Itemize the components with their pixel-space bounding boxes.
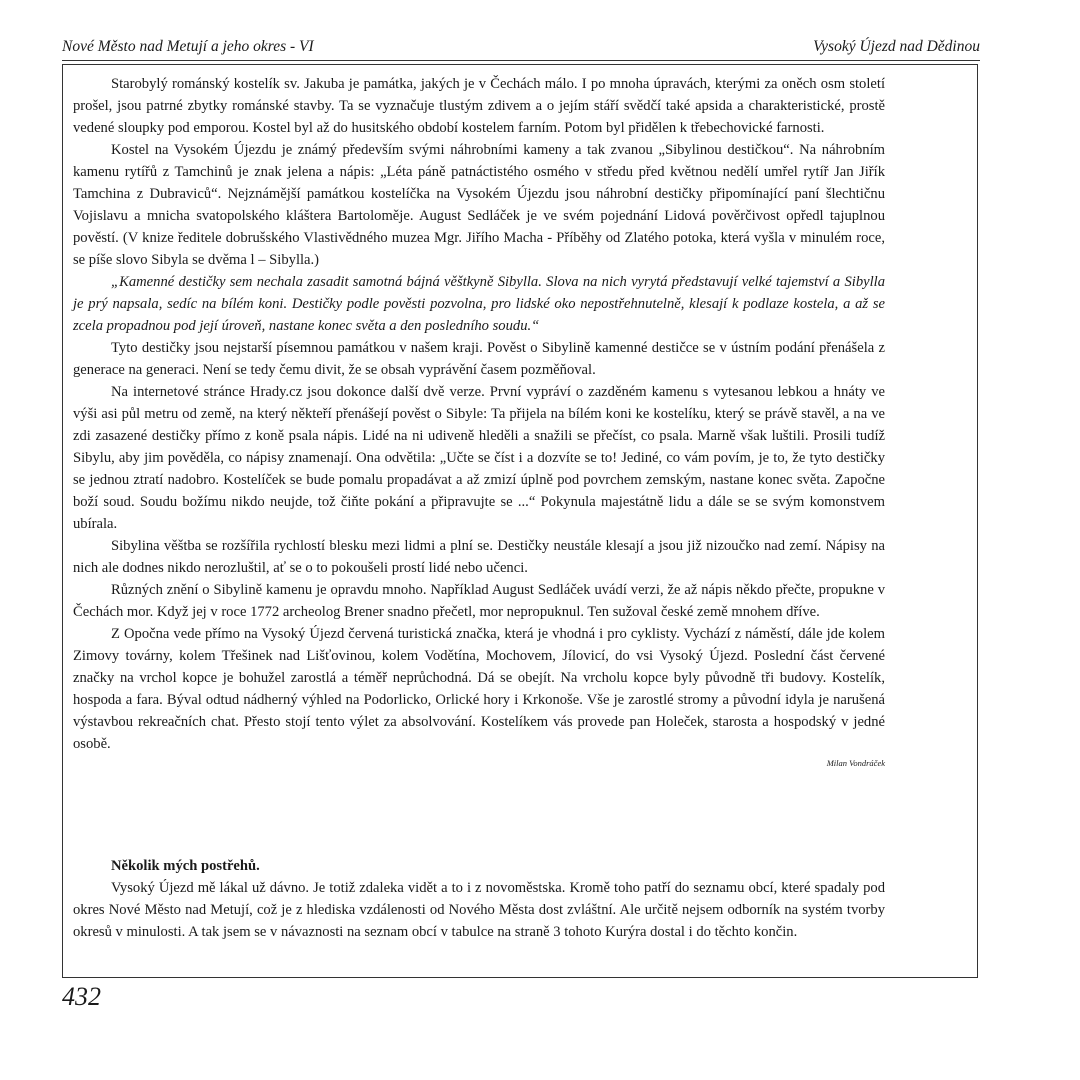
page-number: 432 <box>62 982 101 1011</box>
article-body <box>73 73 885 769</box>
paragraph-prophecy: Sibylina věštba se rozšířila rychlostí blesku mezi lidmi a plní se. Destičky neustále klesají a jsou již nizoučko nad zemí. Nápisy na nich ale dodnes nikdo nerozluštil, ať se o to pokoušeli prostí lidé nebo učenci. <box>73 538 885 576</box>
paragraph-internet-versions: Na internetové stránce Hrady.cz jsou dokonce další dvě verze. První vypráví o zazděném kamenu s vytesanou lebkou a hnáty ve výši asi půl metru od země, na který někteří přenášejí pověst o Sibyle: Ta přijela na bílém koni ke kostelíku, který se právě stavěl, a na ve zdi zasazené destičky přímo z koně psala nápis. Lidé na ni udiveně hleděli a snažili se přečíst, co psala. Marně však luštili. Prosili tudíž Sibylu, aby jim pověděla, co nápisy znamenají. Ona odvětila: „Učte se číst i a dozvíte se to! Jediné, co vám povím, je to, že tyto destičky se jednou ztratí nadobro. Kostelíček se bude pomalu propadávat a až zmizí úplně pod povrchem zemským, nastane konec světa. Započne boží soud. Soudu božímu nikdo neujde, tož čiňte pokání a připravujte se ...“ Pokynula majestátně lidu a dále se se svým komonstvem ubírala. <box>73 384 885 532</box>
article-frame <box>62 64 978 978</box>
paragraph-legend-quote: „Kamenné destičky sem nechala zasadit samotná bájná věštkyně Sibylla. Slova na nich vyrytá představují velké tajemství a Sibylla je prý napsala, sedíc na bílém koni. Destičky podle pověsti pozvolna, pro lidské oko nepostřehnutelně, klesají k podlaze kostela, a až se zcela propadnou pod její úroveň, nastane konec světa a den posledního soudu.“ <box>73 274 885 334</box>
header-rule <box>62 60 980 61</box>
paragraph-church-history: Starobylý románský kostelík sv. Jakuba je památka, jakých je v Čechách málo. I po mnoha úpravách, kterými za oněch osm století prošel, jsou patrné zbytky románské stavby. Ta se vyznačuje tlustým zdivem a o jejím stáří svědčí také apsida a charakteristické, prostě vedené sloupky pod emporou. Kostel byl až do husitského období kostelem farním. Potom byl přidělen k třebechovické farnosti. <box>73 76 885 136</box>
notes-heading: Několik mých postřehů. <box>111 858 260 874</box>
paragraph-tombstones: Kostel na Vysokém Újezdu je známý především svými náhrobními kameny a tak zvanou „Sibylinou destičkou“. Na náhrobním kamenu rytířů z Tamchinů je znak jelena a nápis: „Léta páně patnáctistého osmého v středu před květnou nedělí umřel rytíř Jan Jiřík Tamchina z Dubraviců“. Nejznámější památkou kostelíčka na Vysokém Újezdu jsou náhrobní destičky připomínající paní šlechtičnu Vojislavu a mnicha svatopolského kláštera Bartoloměje. August Sedláček je ve svém pojednání Lidová pověrčivost opředl tajuplnou pověstí. (V knize ředitele dobrušského Vlastivědného muzea Mgr. Jiřího Macha - Příběhy od Zlatého potoka, která vyšla v minulém roce, se píše slovo Sibyla se dvěma l – Sibylla.) <box>73 142 885 268</box>
running-header-left: Nové Město nad Metují a jeho okres - VI <box>62 38 314 55</box>
notes-section <box>73 855 885 943</box>
paragraph-variants: Různých znění o Sibylině kamenu je opravdu mnoho. Například August Sedláček uvádí verzi, že až nápis někdo přečte, propukne v Čechách mor. Když jej v roce 1772 archeolog Brener snadno přečetl, mor nepropuknul. Ten sužoval české země mnohem dříve. <box>73 582 885 620</box>
paragraph-hiking-route: Z Opočna vede přímo na Vysoký Újezd červená turistická značka, která je vhodná i pro cyklisty. Vychází z náměstí, dále jde kolem Zimovy továrny, kolem Třešinek nad Lišťovinou, kolem Vodětína, Mochovem, Jílovicí, do vsi Vysoký Újezd. Poslední část červené značky na vrchol kopce je bohužel zarostlá a téměř neprůchodná. Dá se obejít. Na vrcholu kopce byly původně tři budovy. Kostelík, hospoda a fara. Býval odtud nádherný výhled na Podorlicko, Orlické hory i Krkonoše. Vše je zarostlé stromy a původní idyla je narušená výstavbou rekreačních chat. Přesto stojí tento výlet za absolvování. Kostelíkem vás provede pan Holeček, starosta a hospodský v jedné osobě. <box>73 626 885 752</box>
paragraph-oldest-monument: Tyto destičky jsou nejstarší písemnou památkou v našem kraji. Pověst o Sibylině kamenné destičce se v ústním podání přenášela z generace na generaci. Není se tedy čemu divit, že se obsah vyprávění časem pozměňoval. <box>73 340 885 378</box>
notes-paragraph: Vysoký Újezd mě lákal už dávno. Je totiž zdaleka vidět a to i z novoměstska. Kromě toho patří do seznamu obcí, které spadaly pod okres Nové Město nad Metují, což je z hlediska vzdálenosti od Nového Města dost zvláštní. Ale určitě nejsem odborník na systém tvorby okresů v minulosti. A tak jsem se v návaznosti na seznam obcí v tabulce na straně 3 tohoto Kurýra dostal i do těchto končin. <box>73 880 885 940</box>
running-header-right: Vysoký Újezd nad Dědinou <box>813 38 980 55</box>
author-signature: Milan Vondráček <box>826 758 885 768</box>
